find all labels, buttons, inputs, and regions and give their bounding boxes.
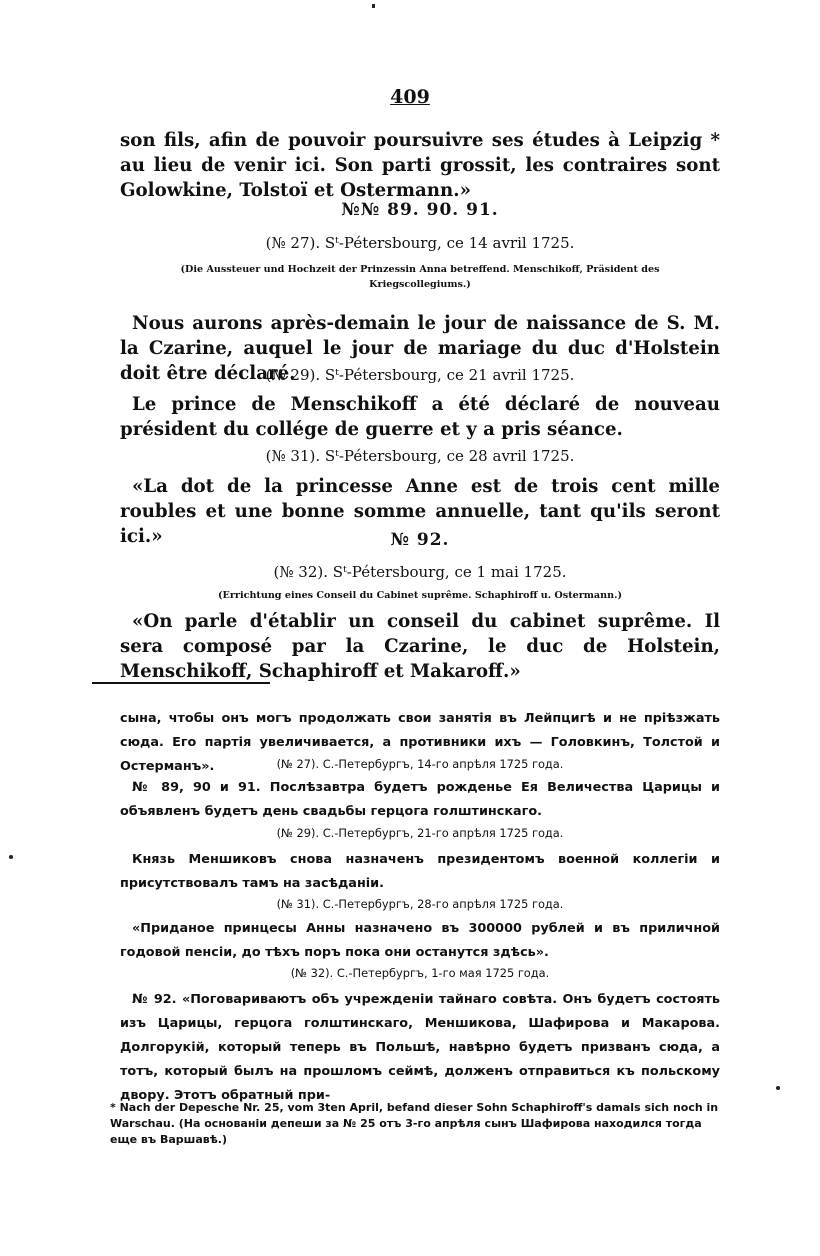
french-paragraph-31: «La dot de la princesse Anne est de trois cent mille roubles et une bonne somme annuelle, tant qu'ils seront ici.» [120,476,720,547]
russian-dateline-29: (№ 29). С.-Петербургъ, 21-го апрѣля 1725 года. [276,826,564,840]
german-summary-note-32: (Errichtung eines Conseil du Cabinet suprême. Schaphiroff u. Ostermann.) [218,590,622,601]
russian-continuation-paragraph: сына, чтобы онъ могъ продолжать свои занятія въ Лейпцигѣ и не пріѣзжать сюда. Его партія увеличивается, а противники ихъ — Головкинъ, Толстой и Остерманъ». [120,711,720,774]
page-number: 409 [390,86,430,108]
dateline-31: (№ 31). Sᵗ-Pétersbourg, ce 28 avril 1725. [265,447,575,465]
dateline-32: (№ 32). Sᵗ-Pétersbourg, ce 1 mai 1725. [273,563,567,581]
dateline-29: (№ 29). Sᵗ-Pétersbourg, ce 21 avril 1725. [265,366,575,384]
russian-dateline-31: (№ 31). С.-Петербургъ, 28-го апрѣля 1725 года. [276,897,564,911]
section-heading-89-91: №№ 89. 90. 91. [341,200,499,220]
dateline-27: (№ 27). Sᵗ-Pétersbourg, ce 14 avril 1725. [265,234,575,252]
scan-speck [9,855,13,859]
russian-paragraph-31: «Приданое принцесы Анны назначено въ 300000 рублей и въ приличной годовой пенсіи, до тѣхъ поръ пока они останутся здѣсь». [120,921,720,960]
russian-paragraph-29: Князь Меншиковъ снова назначенъ президентомъ военной коллегіи и присутствовалъ тамъ на засѣданіи. [120,852,720,891]
footnote: * Nach der Depesche Nr. 25, vom 3ten April, befand dieser Sohn Schaphiroff's damals sich noch in Warschau. (На основаніи депеши за № 25 отъ 3-го апрѣля сынъ Шафирова находился тогда еще въ Варшавѣ.) [110,1101,719,1146]
french-paragraph-29: Le prince de Menschikoff a été déclaré de nouveau président du collége de guerre et y a pris séance. [120,394,720,440]
scan-speck [372,4,375,8]
russian-dateline-32: (№ 32). С.-Петербургъ, 1-го мая 1725 года. [290,966,550,980]
russian-dateline-27: (№ 27). С.-Петербургъ, 14-го апрѣля 1725 года. [276,757,564,771]
russian-paragraph-92: № 92. «Поговариваютъ объ учрежденіи тайнаго совѣта. Онъ будетъ состоять изъ Царицы, герцога голштинскаго, Меншикова, Шафирова и Макарова. Долгорукій, который теперь въ Польшѣ, навѣрно будетъ призванъ сюда, а тотъ, который былъ на прошломъ сеймѣ, долженъ отправиться къ польскому двору. Этотъ обратный при- [120,992,720,1103]
russian-paragraph-89-91: № 89, 90 и 91. Послѣзавтра будетъ рожденье Ея Величества Царицы и объявленъ будетъ день свадьбы герцога голштинскаго. [120,780,720,819]
german-summary-note-27: (Die Aussteuer und Hochzeit der Prinzessin Anna betreffend. Menschikoff, Präsident des Kriegscollegiums.) [180,264,660,290]
section-heading-92: № 92. [390,530,450,550]
scan-speck [776,1086,780,1090]
french-paragraph-32: «On parle d'établir un conseil du cabinet suprême. Il sera composé par la Czarine, le duc de Holstein, Menschikoff, Schaphiroff et Makaroff.» [120,611,720,682]
french-continuation-paragraph: son fils, afin de pouvoir poursuivre ses études à Leipzig * au lieu de venir ici. Son parti grossit, les contraires sont Golowkine, Tolstoï et Ostermann.» [120,130,720,201]
separator-rule [92,682,270,684]
french-paragraph-27: Nous aurons après-demain le jour de naissance de S. M. la Czarine, auquel le jour de mariage du duc d'Holstein doit être déclaré. [120,313,720,384]
